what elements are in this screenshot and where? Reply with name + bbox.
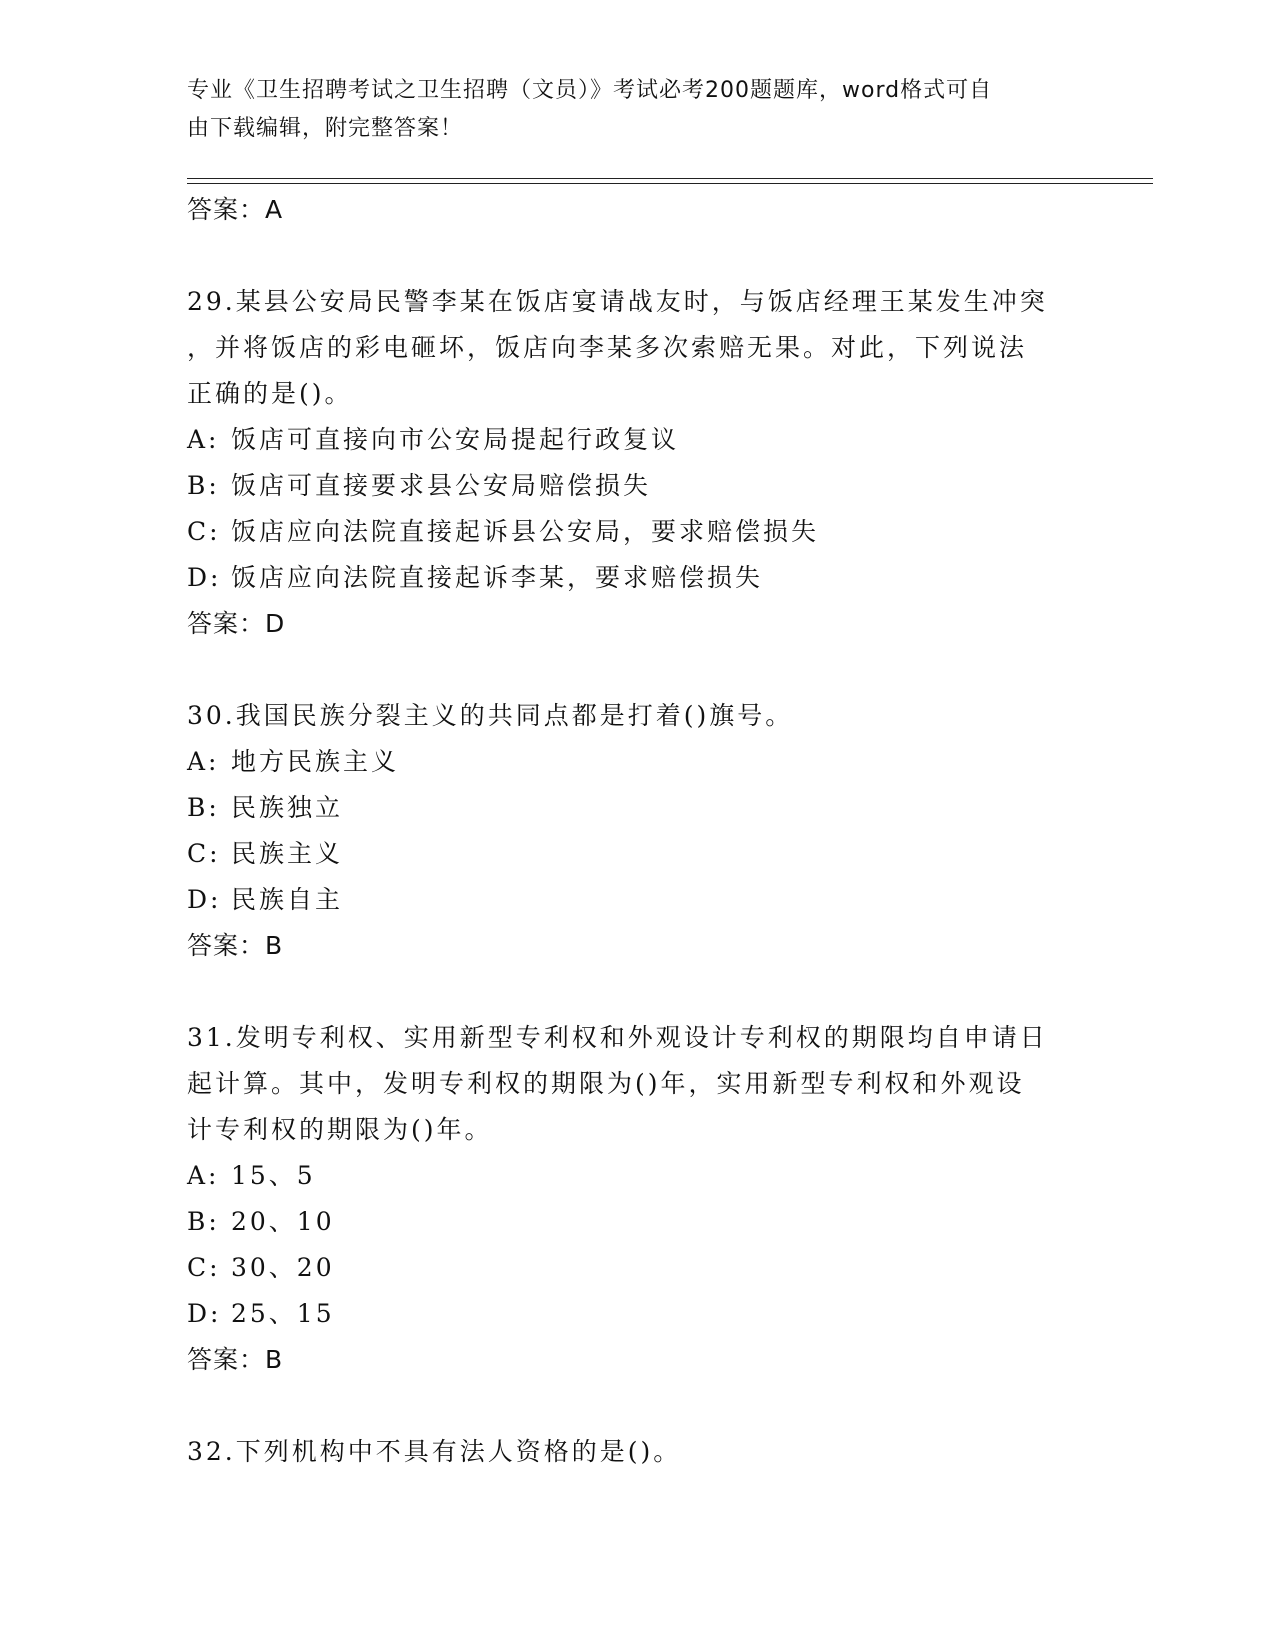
header-line-1: 专业《卫生招聘考试之卫生招聘（文员）》考试必考200题题库，word格式可自 xyxy=(187,78,993,103)
question-block xyxy=(187,693,1087,969)
answer-line: 答案：A xyxy=(187,195,284,224)
question-block xyxy=(187,279,1087,647)
option-c: C: 30、20 xyxy=(187,1253,335,1282)
answer-line: 答案：B xyxy=(187,1345,284,1374)
option-d: D: 饭店应向法院直接起诉李某，要求赔偿损失 xyxy=(187,563,764,592)
answer-line: 答案：B xyxy=(187,931,284,960)
header-divider-top xyxy=(187,178,1153,179)
option-b: B: 饭店可直接要求县公安局赔偿损失 xyxy=(187,471,652,500)
question-text-line: ，并将饭店的彩电砸坏，饭店向李某多次索赔无果。对此，下列说法 xyxy=(187,333,1028,362)
header-divider-bottom xyxy=(187,183,1153,184)
document-header xyxy=(187,72,1067,148)
header-line-2: 由下载编辑，附完整答案！ xyxy=(187,116,464,141)
question-block xyxy=(187,1429,1087,1475)
option-b: B: 20、10 xyxy=(187,1207,335,1236)
answer-line: 答案：D xyxy=(187,609,286,638)
option-c: C: 饭店应向法院直接起诉县公安局，要求赔偿损失 xyxy=(187,517,820,546)
option-c: C: 民族主义 xyxy=(187,839,344,868)
question-text-line: 29.某县公安局民警李某在饭店宴请战友时，与饭店经理王某发生冲突 xyxy=(187,287,1048,316)
question-text-line: 32.下列机构中不具有法人资格的是()。 xyxy=(187,1437,682,1466)
option-a: A: 地方民族主义 xyxy=(187,747,400,776)
option-b: B: 民族独立 xyxy=(187,793,344,822)
question-text-line: 计专利权的期限为()年。 xyxy=(187,1115,493,1144)
question-list xyxy=(187,187,1087,1475)
question-text-line: 起计算。其中，发明专利权的期限为()年，实用新型专利权和外观设 xyxy=(187,1069,1025,1098)
question-block xyxy=(187,1015,1087,1383)
question-text-line: 31.发明专利权、实用新型专利权和外观设计专利权的期限均自申请日 xyxy=(187,1023,1048,1052)
option-a: A: 15、5 xyxy=(187,1161,316,1190)
option-d: D: 民族自主 xyxy=(187,885,344,914)
option-d: D: 25、15 xyxy=(187,1299,335,1328)
question-text-line: 30.我国民族分裂主义的共同点都是打着()旗号。 xyxy=(187,701,794,730)
question-text-line: 正确的是()。 xyxy=(187,379,353,408)
option-a: A: 饭店可直接向市公安局提起行政复议 xyxy=(187,425,680,454)
